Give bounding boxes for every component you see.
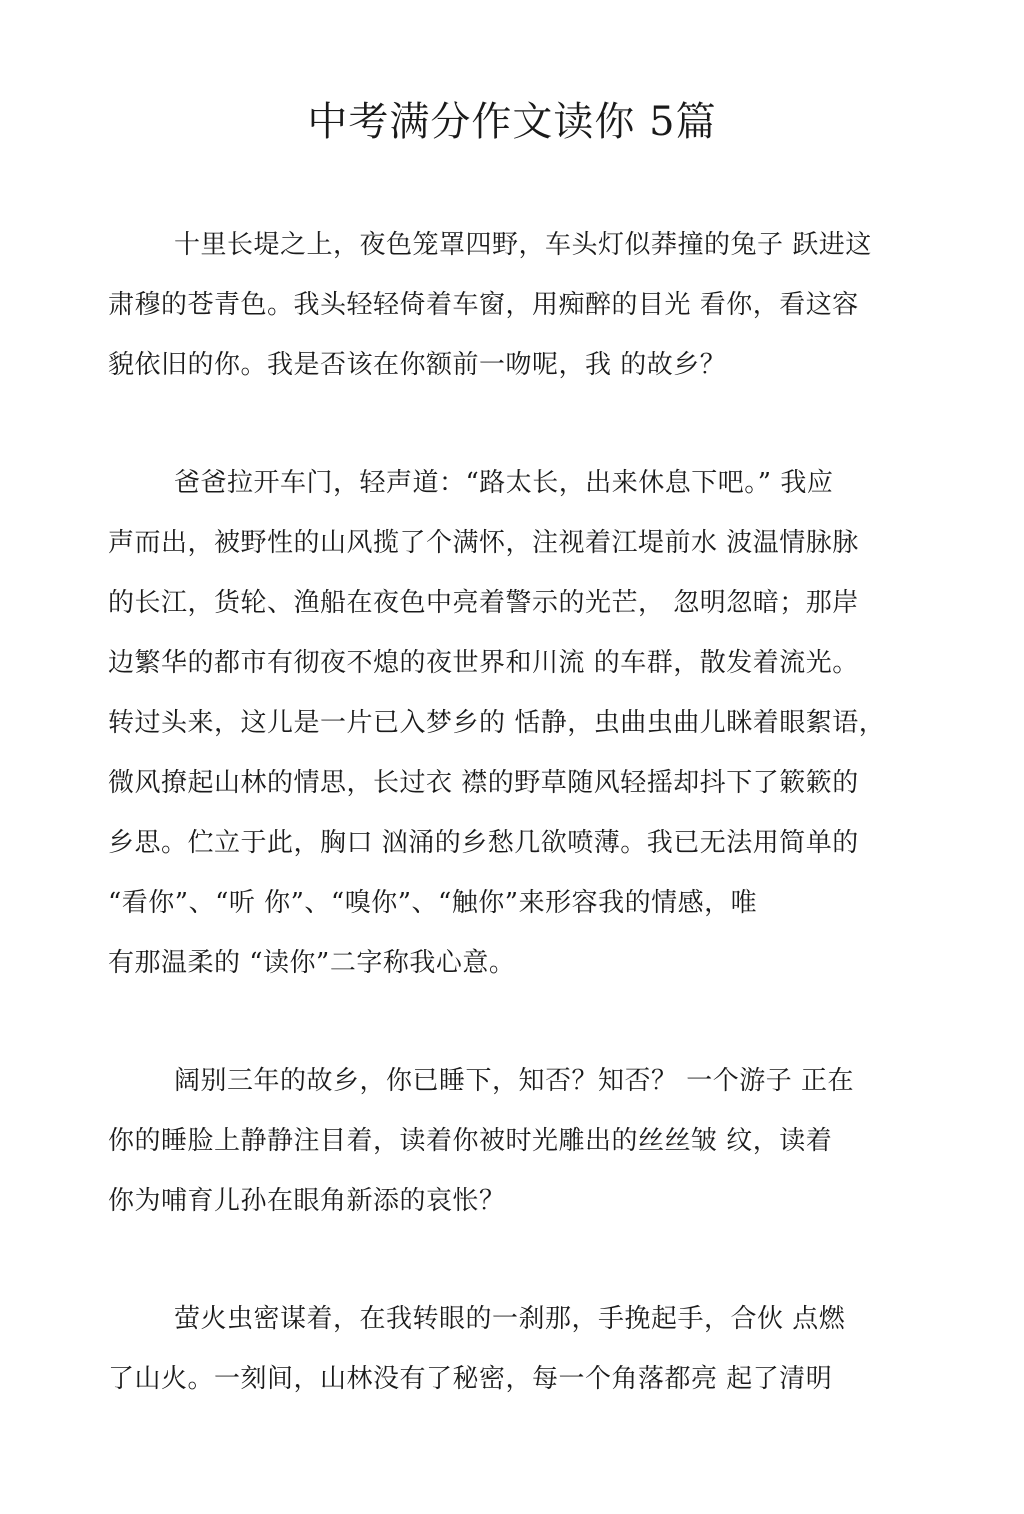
text-line: 声而出，被野性的山风揽了个满怀，注视着江堤前水 波温情脉脉 xyxy=(108,528,859,558)
text-line: 微风撩起山林的情思，长过衣 襟的野草随风轻摇却抖下了簌簌的 xyxy=(108,768,859,798)
text-line: 了山火。一刻间，山林没有了秘密，每一个角落都亮 起了清明 xyxy=(108,1364,833,1394)
text-line: 乡思。伫立于此，胸口 汹涌的乡愁几欲喷薄。我已无法用简单的 xyxy=(108,828,859,858)
text-line: 爸爸拉开车门，轻声道：“路太长，出来休息下吧。” 我应 xyxy=(174,468,834,498)
text-line: 有那温柔的 “读你”二字称我心意。 xyxy=(108,948,516,978)
text-line: 转过头来，这儿是一片已入梦乡的 恬静，虫曲虫曲儿眯着眼絮语， xyxy=(108,708,886,738)
text-line: 你为哺育儿孙在眼角新添的哀怅？ xyxy=(108,1186,506,1216)
text-line: 阔别三年的故乡，你已睡下，知否？知否？ 一个游子 正在 xyxy=(174,1066,855,1096)
paragraph-4 xyxy=(108,1289,938,1409)
text-line: “看你”、“听 你”、“嗅你”、“触你”来形容我的情感，唯 xyxy=(108,888,758,918)
text-line: 肃穆的苍青色。我头轻轻倚着车窗，用痴醉的目光 看你，看这容 xyxy=(108,290,859,320)
paragraph-2 xyxy=(108,453,938,993)
document-body xyxy=(108,215,938,1467)
document-title: 中考满分作文读你 5篇 xyxy=(307,99,717,145)
text-line: 貌依旧的你。我是否该在你额前一吻呢，我 的故乡？ xyxy=(108,350,727,380)
text-line: 萤火虫密谋着，在我转眼的一刹那，手挽起手，合伙 点燃 xyxy=(174,1304,846,1334)
text-line: 边繁华的都市有彻夜不熄的夜世界和川流 的车群，散发着流光。 xyxy=(108,648,859,678)
paragraph-1 xyxy=(108,215,938,395)
text-line: 十里长堤之上，夜色笼罩四野，车头灯似莽撞的兔子 跃进这 xyxy=(174,230,872,260)
paragraph-3 xyxy=(108,1051,938,1231)
text-line: 的长江，货轮、渔船在夜色中亮着警示的光芒， 忽明忽暗；那岸 xyxy=(108,588,859,618)
text-line: 你的睡脸上静静注目着，读着你被时光雕出的丝丝皱 纹，读着 xyxy=(108,1126,833,1156)
